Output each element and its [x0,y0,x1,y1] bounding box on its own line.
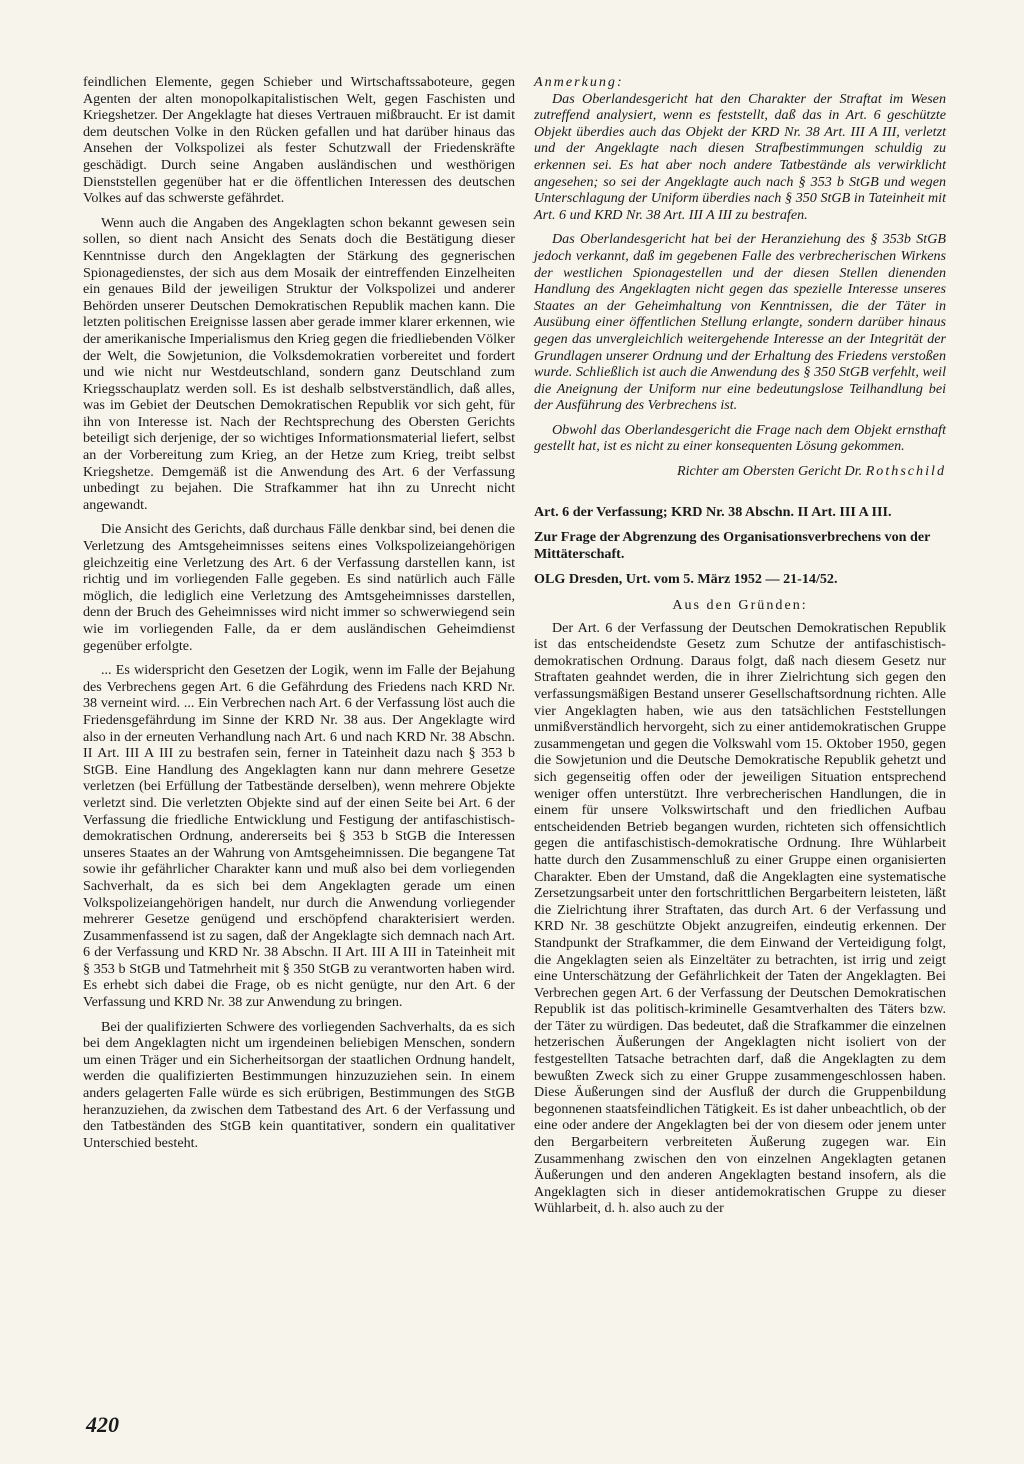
paragraph: ... Es widerspricht den Gesetzen der Logik, wenn im Falle der Bejahung des Verbrechens gegen Art. 6 die Gefährdung des Friedens nach KRD Nr. 38 verneint wird. ... Ein Verbrechen nach Art. 6 der Verfassung löst auch die Friedensgefährdung im Sinne der KRD Nr. 38 aus. Der Angeklagte wird also in der erneuten Verhandlung nach Art. 6 und nach KRD Nr. 38 Abschn. II Art. III A III zu bestrafen sein, ferner in Tateinheit dazu nach § 353 b StGB. Eine Handlung des Angeklagten kann nur dann mehrere Gesetze verletzen (bei Erfüllung der Tatbestände derselben), wenn mehrere Objekte verletzt sind. Die verletzten Objekte sind auf der einen Seite bei Art. 6 der Verfassung die friedliche Entwicklung und Festigung der antifaschistisch-demokratischen Ordnung, andererseits bei § 353 b StGB die Interessen unseres Staates an der Wahrung von Amtsgeheimnissen. Die begangene Tat sowie ihr gefährlicher Charakter kann und muß also bei dem vorliegenden Sachverhalt, da es sich bei dem Angeklagten gerade um einen Volkspolizeiangehörigen handelt, nur durch die Anwendung vorliegender mehrerer Gesetze genügend und erschöpfend charakterisiert werden. Zusammenfassend ist zu sagen, daß der Angeklagte sich demnach nach Art. 6 der Verfassung und KRD Nr. 38 Abschn. II Art. III A III in Tateinheit mit § 353 b StGB und Tatmehrheit mit § 350 StGB zu verantworten haben wird. Es erhebt sich dabei die Frage, ob es nicht genügte, nur den Art. 6 der Verfassung und KRD Nr. 38 zur Anwendung zu bringen. [83,662,515,1011]
annotation-signature [534,463,946,480]
annotation-paragraph: Obwohl das Oberlandesgericht die Frage nach dem Objekt ernsthaft gestellt hat, ist es nicht zu einer konsequenten Lösung gekommen. [534,421,946,455]
paragraph: Bei der qualifizierten Schwere des vorliegenden Sachverhalts, da es sich bei dem Angeklagten nicht um irgendeinen beliebigen Menschen, sondern um einen Träger und ein Sicherheitsorgan der staatlichen Ordnung handelt, werden die qualifizierten Bestimmungen hinzuzuziehen sein. In einem anders gelagerten Falle würde es sich erübrigen, Bestimmungen des StGB heranzuziehen, da zwischen dem Tatbestand des Art. 6 der Verfassung und den Tatbeständen des StGB kein quantitativer, sondern ein qualitativer Unterschied besteht. [83,1018,515,1151]
signature-prefix: Richter am Obersten Gericht Dr. [677,463,863,480]
paragraph: Die Ansicht des Gerichts, daß durchaus Fälle denkbar sind, bei denen die Verletzung des Amtsgeheimnisses seitens eines Volkspolizeiangehörigen gleichzeitig eine Verletzung des Art. 6 der Verfassung darstellen kann, ist richtig und im vorliegenden Falle gegeben. Es sind natürlich auch Fälle möglich, die lediglich eine Verletzung des Amtsgeheimnisses darstellen, denn der Bruch des Geheimnisses wird nicht immer so schwerwiegend sein wie im vorliegenden Falle, da er dem ausländischen Geheimdienst gegenüber erfolgte. [83,521,515,654]
decision-text: Der Art. 6 der Verfassung der Deutschen Demokratischen Republik ist das entscheidendste Gesetz zum Schutze der antifaschistisch-demokratischen Ordnung. Daraus folgt, daß nach diesem Gesetz nur Straftaten geahndet werden, die in ihrer Zielrichtung sich gegen den verfassungsmäßigen Bestand unserer Gesellschaftsordnung richten. Alle vier Angeklagten haben, wie aus den tatsächlichen Feststellungen unmißverständlich hervorgeht, sich zu einer antidemokratischen Gruppe zusammengetan und gegen die Volkswahl vom 15. Oktober 1950, gegen die Sowjetunion und die Deutsche Demokratische Republik gehetzt und sich gegenseitig offen oder der jeweiligen Situation entsprechend weniger offen unterstützt. Ihre verbrecherischen Handlungen, die in einem für unsere Volkswirtschaft und den friedlichen Aufbau entscheidenden Betrieb begangen wurden, richteten sich offensichtlich gegen die antifaschistisch-demokratische Ordnung. Ihre Wühlarbeit hatte durch den Zusammenschluß zu einer Gruppe einen organisierten Charakter. Eben der Umstand, daß die Angeklagten eine systematische Zersetzungsarbeit unter den fortschrittlichen Bergarbeitern leisteten, läßt die Zielrichtung ihrer Straftaten, das durch Art. 6 der Verfassung und KRD Nr. 38 geschützte Objekt anzugreifen, eindeutig erkennen. Der Standpunkt der Strafkammer, die dem Einwand der Verteidigung folgt, die Angeklagten seien als Einzeltäter zu betrachten, ist irrig und zeigt eine Unterschätzung der Gefährlichkeit der Taten der Angeklagten. Bei Verbrechen gegen Art. 6 der Verfassung der Deutschen Demokratischen Republik ist das politisch-kriminelle Gesamtverhalten des Täters bzw. der Täter zu würdigen. Das bedeutet, daß die Strafkammer die einzelnen hetzerischen Äußerungen der Angeklagten nicht isoliert von der festgestellten Tatsache betrachten darf, daß die Angeklagten zu dem bewußten Zweck sich zu einer Gruppe zusammengeschlossen haben. Diese Äußerungen sind der Ausfluß der durch die Gruppenbildung begonnenen staatsfeindlichen Tätigkeit. Es ist daher unbeachtlich, ob der eine oder andere der Angeklagten bei der von diesem oder jenem unter den Bergarbeitern verbreiteten Äußerung zugegen war. Ein Zusammenhang zwischen den von einzelnen Angeklagten getanen Äußerungen und den anderen Angeklagten bestand insofern, als die Angeklagten sich in dieser antidemokratischen Gruppe zu dieser Wühlarbeit, d. h. also auch zu der [534,619,946,1217]
left-column [83,74,515,1159]
paragraph: feindlichen Elemente, gegen Schieber und Wirtschaftssaboteure, gegen Agenten der alten monopolkapitalistischen Welt, gegen Faschisten und Kriegshetzer. Der Angeklagte hat dieses Vertrauen mißbraucht. Er ist damit dem deutschen Volke in den Rücken gefallen und hat darüber hinaus das Ansehen der Volkspolizei als fester Schutzwall der Friedenskräfte geschädigt. Durch seine Angaben ausländischen und westhörigen Dienststellen gegenüber hat er die öffentlichen Interessen des deutschen Volkes auf das schwerste gefährdet. [83,74,515,207]
paragraph: Wenn auch die Angaben des Angeklagten schon bekannt gewesen sein sollen, so dient nach Ansicht des Senats doch die Bestätigung dieser Kenntnisse durch den Angeklagten der Stärkung des gegnerischen Spionagedienstes, der sich aus dem Mosaik der eintreffenden Einzelheiten ein genaues Bild der jeweiligen Struktur der Volkspolizei und anderer Behörden unserer Deutschen Demokratischen Republik machen kann. Die letzten politischen Ereignisse lassen aber gerade immer klarer erkennen, wie der amerikanische Imperialismus den Krieg gegen die friedliebenden Völker der Welt, die Sowjetunion, die Volksdemokratien vorbereitet und fordert und wie nicht nur Westdeutschland, sondern ganz Deutschland zum Kriegsschauplatz werden soll. Es ist deshalb selbstverständlich, daß alles, was im Gebiet der Deutschen Demokratischen Republik vor sich geht, für ihn von Interesse ist. Nach der Rechtsprechung des Obersten Gerichts beteiligt sich derjenige, der so wichtiges Informationsmaterial liefert, selbst an der Vorbereitung zum Krieg, an der Hetze zum Krieg, treibt selbst Kriegshetze. Demgemäß ist die Anwendung des Art. 6 der Verfassung unbedingt zu bejahen. Die Strafkammer hat ihn zu Unrecht nicht angewandt. [83,214,515,513]
decision-citation: Art. 6 der Verfassung; KRD Nr. 38 Abschn. II Art. III A III. [534,503,892,520]
right-column [534,74,946,1225]
annotation-paragraph: Das Oberlandesgericht hat bei der Heranziehung des § 353b StGB jedoch verkannt, daß im gegebenen Falle des verbrecherischen Wirkens der westlichen Spionagestellen und der diesen Stellen dienenden Handlung des Angeklagten nicht gegen das spezielle Interesse unseres Staates an der Geheimhaltung von Kenntnissen, die der Täter in Ausübung einer öffentlichen Stellung erlangte, sondern darüber hinaus gegen das unvergleichlich weitergehende Interesse an der Integrität der Grundlagen unserer Ordnung und der Erhaltung des Friedens verstoßen wurde. Schließlich ist auch die Anwendung des § 350 StGB verfehlt, weil die Aneignung der Uniform nur eine bedeutungslose Teilhandlung bei der Ausführung des Verbrechens ist. [534,231,946,414]
decision-topic: Zur Frage der Abgrenzung des Organisationsverbrechens von der Mittäterschaft. [534,529,931,562]
grounds-heading: Aus den Gründen: [672,597,808,614]
annotation [534,74,946,480]
annotation-heading: Anmerkung: [534,74,624,90]
decision-court: OLG Dresden, Urt. vom 5. März 1952 — 21-14/52. [534,571,838,588]
decision [534,504,946,1217]
annotation-paragraph: Das Oberlandesgericht hat den Charakter der Straftat im Wesen zutreffend analysiert, wenn es feststellt, daß das in Art. 6 geschützte Objekt überdies auch das Objekt der KRD Nr. 38 Art. III A III, verletzt und der Angeklagte nach diesen Strafbestimmungen schuldig zu erkennen sei. Es hat aber noch andere Tatbestände als verwirklicht angesehen; so sei der Angeklagte auch nach § 353 b StGB und wegen Unterschlagung der Uniform überdies nach § 350 StGB in Tateinheit mit Art. 6 und KRD Nr. 38 Art. III A III zu bestrafen. [534,90,946,223]
page-number: 420 [86,1412,119,1437]
signature-name: Rothschild [865,463,946,480]
